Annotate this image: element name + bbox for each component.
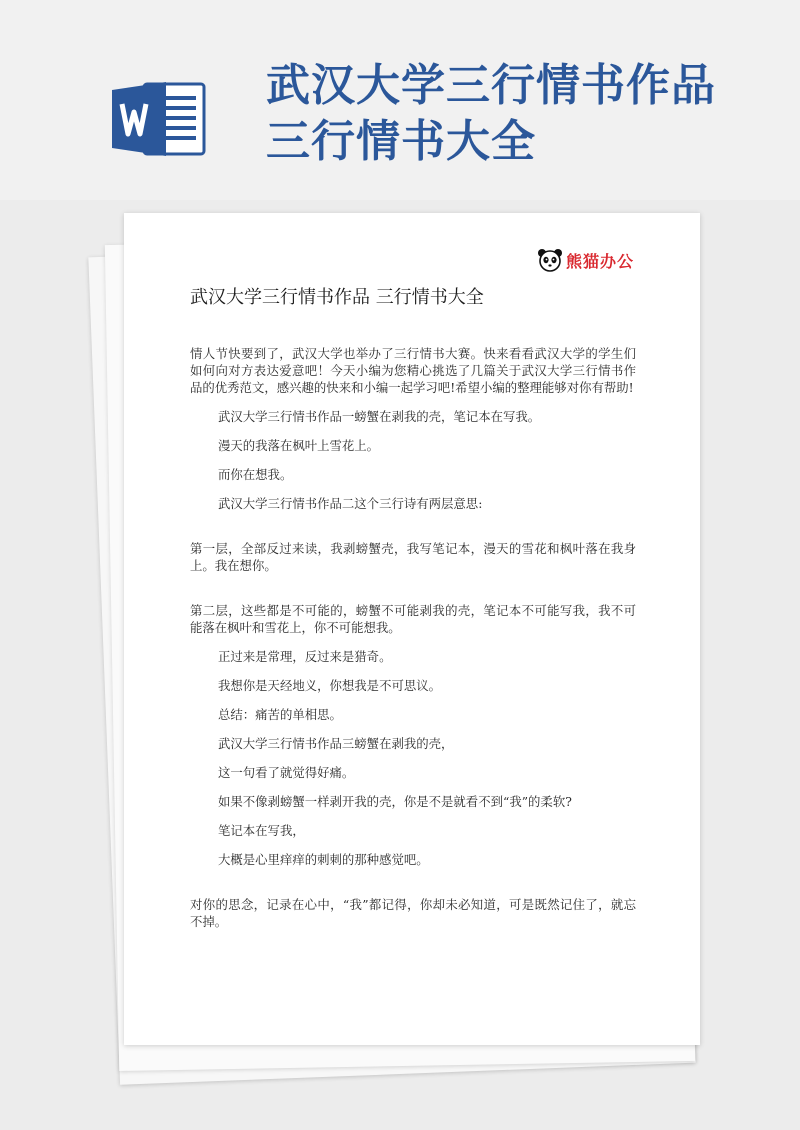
panda-icon <box>537 247 563 273</box>
document-page <box>124 213 700 1045</box>
header-title-line-2: 三行情书大全 <box>266 116 536 167</box>
paragraph: 这一句看了就觉得好痛。 <box>218 765 355 780</box>
paragraph: 笔记本在写我， <box>218 823 305 838</box>
paragraph: 漫天的我落在枫叶上雪花上。 <box>218 438 380 453</box>
paragraph: 武汉大学三行情书作品三螃蟹在剥我的壳， <box>218 736 454 751</box>
paragraph: 而你在想我。 <box>218 467 293 482</box>
header-title <box>266 58 786 170</box>
paragraph: 我想你是天经地义，你想我是不可思议。 <box>218 678 442 693</box>
paragraph: 大概是心里痒痒的刺刺的那种感觉吧。 <box>218 852 429 867</box>
paragraph: 第二层，这些都是不可能的，螃蟹不可能剥我的壳，笔记本不可能写我，我不可能落在枫叶和雪花上，你不可能想我。 <box>190 603 636 635</box>
document-title: 武汉大学三行情书作品 三行情书大全 <box>190 287 484 308</box>
document-body <box>190 345 636 930</box>
paragraph: 武汉大学三行情书作品二这个三行诗有两层意思: <box>218 496 483 511</box>
paragraph: 第一层，全部反过来读，我剥螃蟹壳，我写笔记本，漫天的雪花和枫叶落在我身上。我在想你。 <box>190 541 636 573</box>
paragraph: 武汉大学三行情书作品一螃蟹在剥我的壳，笔记本在写我。 <box>218 409 541 424</box>
header-title-line-1: 武汉大学三行情书作品 <box>266 60 716 111</box>
paragraph: 正过来是常理，反过来是猎奇。 <box>218 649 392 664</box>
paragraph: 对你的思念，记录在心中，“我”都记得，你却未必知道，可是既然记住了，就忘不掉。 <box>190 897 636 929</box>
word-icon <box>110 80 210 158</box>
paragraph: 如果不像剥螃蟹一样剥开我的壳，你是不是就看不到“我”的柔软? <box>218 794 572 809</box>
brand-name: 熊猫办公 <box>565 251 634 271</box>
paragraph: 情人节快要到了，武汉大学也举办了三行情书大赛。快来看看武汉大学的学生们如何向对方表达爱意吧！今天小编为您精心挑选了几篇关于武汉大学三行情书作品的优秀范文，感兴趣的快来和小编一起学习吧!希望小编的整理能够对你有帮助! <box>190 346 636 395</box>
paragraph: 总结：痛苦的单相思。 <box>218 707 342 722</box>
brand-logo <box>537 247 634 273</box>
